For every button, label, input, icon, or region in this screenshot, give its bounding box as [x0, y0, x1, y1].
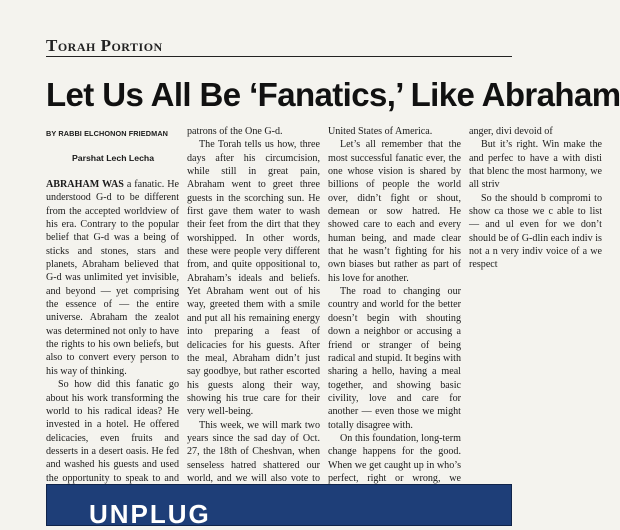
paragraph: United States of America. [328, 126, 433, 137]
paragraph: ABRAHAM WAS a fanatic. He understood G-d to be different from the accepted worldview of his era. Contrary to the popular belief that G-d was a being of sticks and stones, stars and planets, Abraham believed that G-d was unlimited yet invisible, and beyond — yet comprising the essence of — the entire universe. Abraham the zealot was determined not only to have the rights to his own beliefs, but also to convert every person to his way of thinking. [46, 179, 179, 377]
subhead: Parshat Lech Lecha [71, 153, 155, 163]
paragraph: So the should b compromi to show ca those we c able to list — and ul even for we don’t should be of G-dlin each indiv is not a n very indiv voice of a we respect [469, 192, 602, 271]
paragraph: The road to changing our country and world for the better doesn’t begin with shouting down a neighbor or accusing a friend or stranger of being radical and stupid. It begins with sharing a hello, having a meal together, and showing basic civility, love and care for another — even those we might totally disagree with. [328, 286, 461, 431]
section-label: Torah Portion [46, 36, 163, 55]
paragraph: anger, divi devoid of [469, 126, 553, 137]
paragraph: patrons of the One G-d. [187, 126, 283, 137]
byline: BY RABBI ELCHONON FRIEDMAN [46, 129, 169, 138]
headline: Let Us All Be ‘Fanatics,’ Like Abraham [46, 76, 620, 113]
article-column-1 [46, 178, 179, 498]
advertisement-banner [46, 484, 512, 529]
article-column-2 [187, 125, 320, 499]
lead-in: ABRAHAM WAS [46, 179, 124, 190]
paragraph: This week, we will mark two years since the sad day of Oct. 27, the 18th of Cheshvan, when senseless hatred shattered our world, and we will also vote to [187, 419, 320, 484]
paragraph: So how did this fanatic go about his work transforming the world to his radical ideas? He invested in a hotel. He offered delicacies, even fruits and desserts in a desert oasis. He fed and washed his guests and used the opportunity to speak to and [46, 379, 179, 484]
paragraph: On this foundation, long-term change happens for the good. When we get caught up in who’s perfect, right or wrong, we [328, 432, 461, 484]
article-column-4 [469, 125, 602, 272]
advertisement-text: UNPLUG [89, 499, 211, 529]
paragraph: Let’s all remember that the most successful fanatic ever, the one whose vision is shared by billions of people the world over, didn’t fight or shout, demean or sow hatred. He showed care to each and every human being, and made clear that he wasn’t fighting for his own biases but rather as part of his love for another. [328, 139, 461, 284]
article-column-3 [328, 125, 461, 499]
section-rule [46, 56, 512, 57]
paragraph: But it’s right. Win make the and perfec to have a with disti that blenc the most harmony, we all striv [469, 139, 602, 191]
paragraph: The Torah tells us how, three days after his circumcision, while still in great pain, Abraham went to greet three guests in the scorching sun. He first gave them water to wash their feet from the dirt that they worshipped. In other words, these were people very different from, and quite oppositional to, Abraham’s ideals and beliefs. Yet Abraham went out of his way, greeted them with a smile and put all his remaining energy into preparing a feast of delicacies for his guests. After the meal, Abraham didn’t just say goodbye, but rather escorted his guests along their way, showing his true care for their very well-being. [187, 139, 320, 418]
